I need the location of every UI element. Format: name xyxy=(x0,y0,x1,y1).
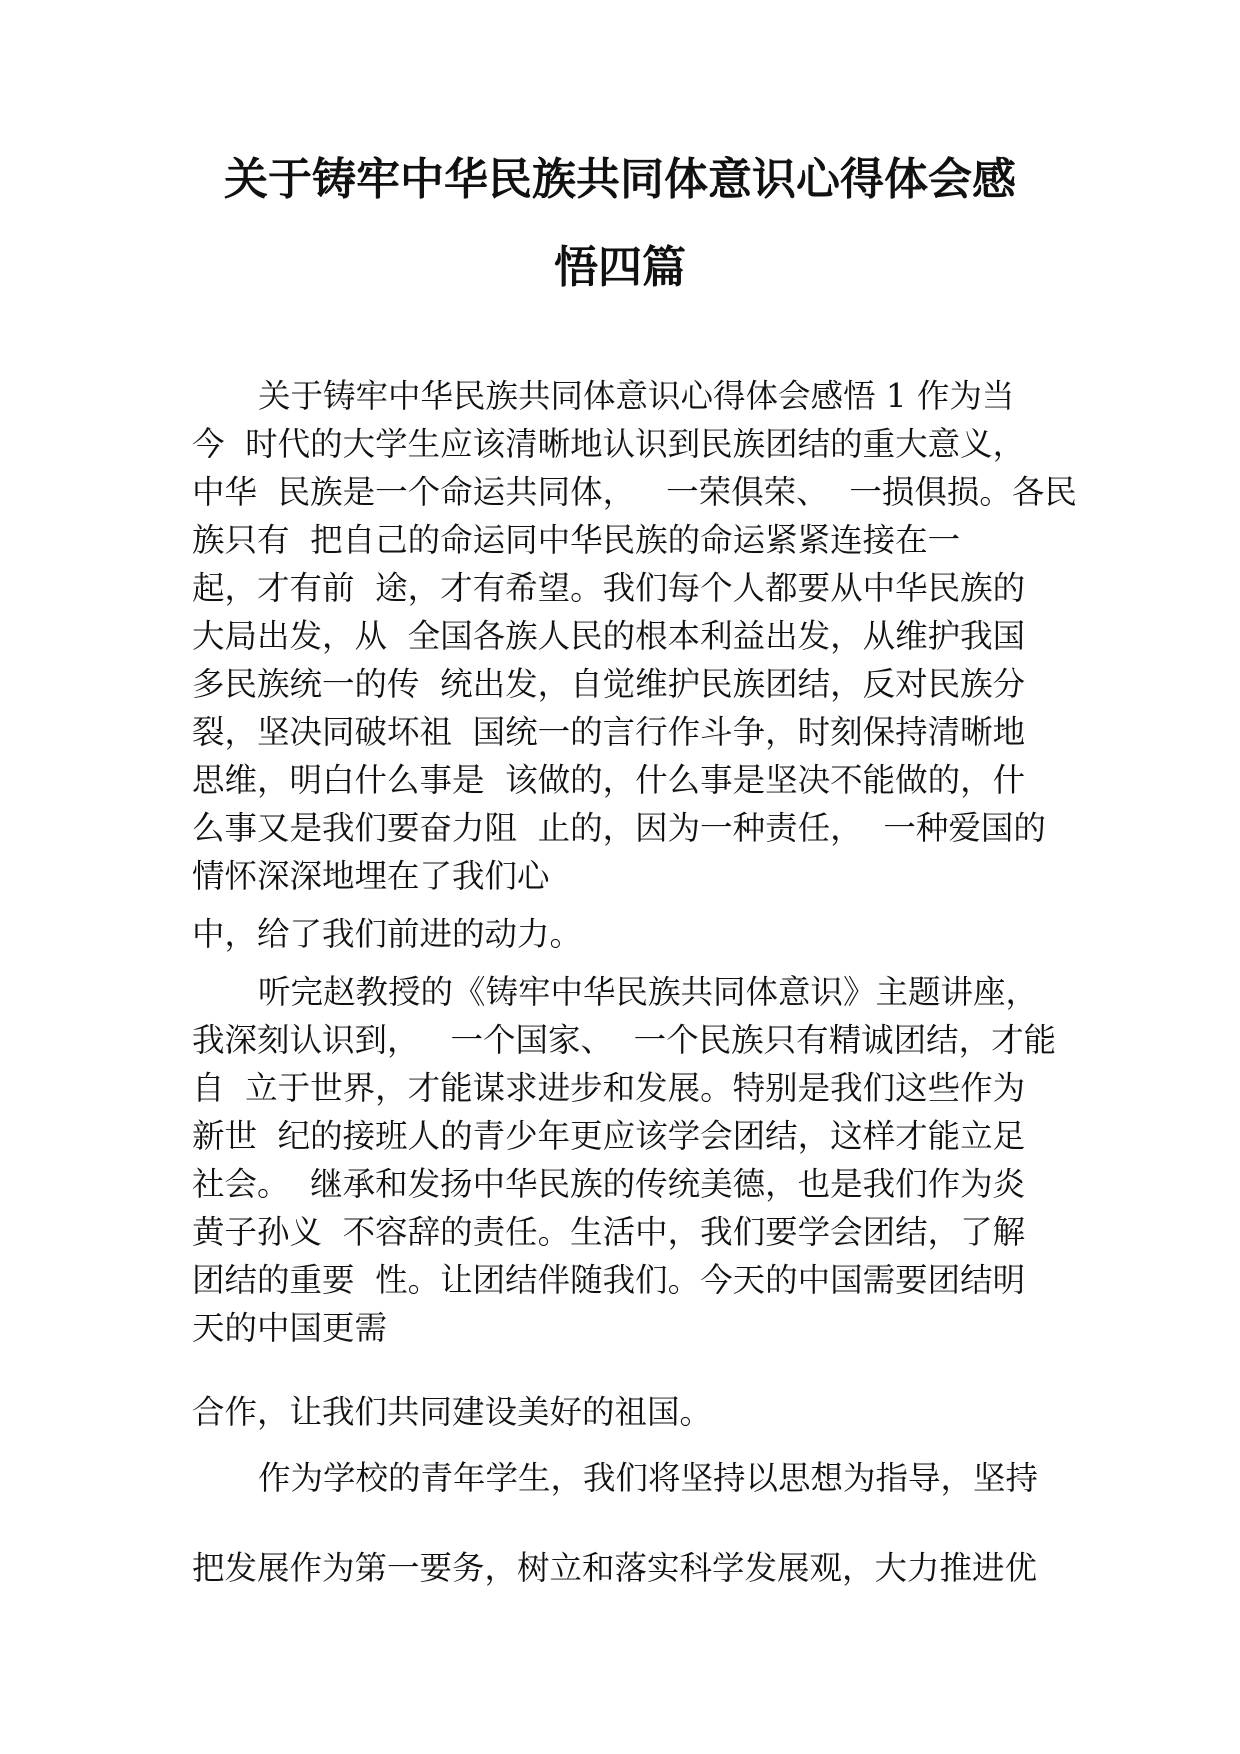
body-line: 思维，明白什么事是 该做的，什么事是坚决不能做的，什 xyxy=(192,761,1026,799)
body-line: 作为学校的青年学生，我们将坚持以思想为指导，坚持 xyxy=(258,1459,1039,1497)
body-line: 团结的重要 性。让团结伴随我们。今天的中国需要团结明 xyxy=(192,1261,1026,1299)
body-line: 把发展作为第一要务，树立和落实科学发展观，大力推进优 xyxy=(192,1549,1038,1587)
body-line: 今 时代的大学生应该清晰地认识到民族团结的重大意义， xyxy=(192,425,1026,463)
body-line: 我深刻认识到， 一个国家、 一个民族只有精诚团结，才能 xyxy=(192,1021,1057,1059)
body-line: 社会。 继承和发扬中华民族的传统美德，也是我们作为炎 xyxy=(192,1165,1026,1203)
body-line: 多民族统一的传 统出发，自觉维护民族团结，反对民族分 xyxy=(192,665,1026,703)
body-line: 裂，坚决同破坏祖 国统一的言行作斗争，时刻保持清晰地 xyxy=(192,713,1026,751)
body-line: 么事又是我们要奋力阻 止的，因为一种责任， 一种爱国的 xyxy=(192,809,1046,847)
body-line: 合作，让我们共同建设美好的祖国。 xyxy=(192,1393,713,1431)
body-line: 起，才有前 途，才有希望。我们每个人都要从中华民族的 xyxy=(192,569,1026,607)
body-line: 情怀深深地埋在了我们心 xyxy=(192,857,550,895)
body-line: 关于铸牢中华民族共同体意识心得体会感悟 1 作为当 xyxy=(258,377,1015,415)
body-line: 黄子孙义 不容辞的责任。生活中，我们要学会团结，了解 xyxy=(192,1213,1026,1251)
document-title-line-2: 悟四篇 xyxy=(554,242,686,293)
body-line: 中，给了我们前进的动力。 xyxy=(192,915,583,953)
body-line: 听完赵教授的《铸牢中华民族共同体意识》主题讲座， xyxy=(258,973,1039,1011)
body-line: 天的中国更需 xyxy=(192,1309,388,1347)
body-line: 中华 民族是一个命运共同体， 一荣俱荣、 一损俱损。各民 xyxy=(192,473,1077,511)
body-line: 自 立于世界，才能谋求进步和发展。特别是我们这些作为 xyxy=(192,1069,1026,1107)
body-line: 族只有 把自己的命运同中华民族的命运紧紧连接在一 xyxy=(192,521,961,559)
body-line: 大局出发，从 全国各族人民的根本利益出发，从维护我国 xyxy=(192,617,1026,655)
body-line: 新世 纪的接班人的青少年更应该学会团结，这样才能立足 xyxy=(192,1117,1026,1155)
document-title-line-1: 关于铸牢中华民族共同体意识心得体会感 xyxy=(224,154,1016,205)
